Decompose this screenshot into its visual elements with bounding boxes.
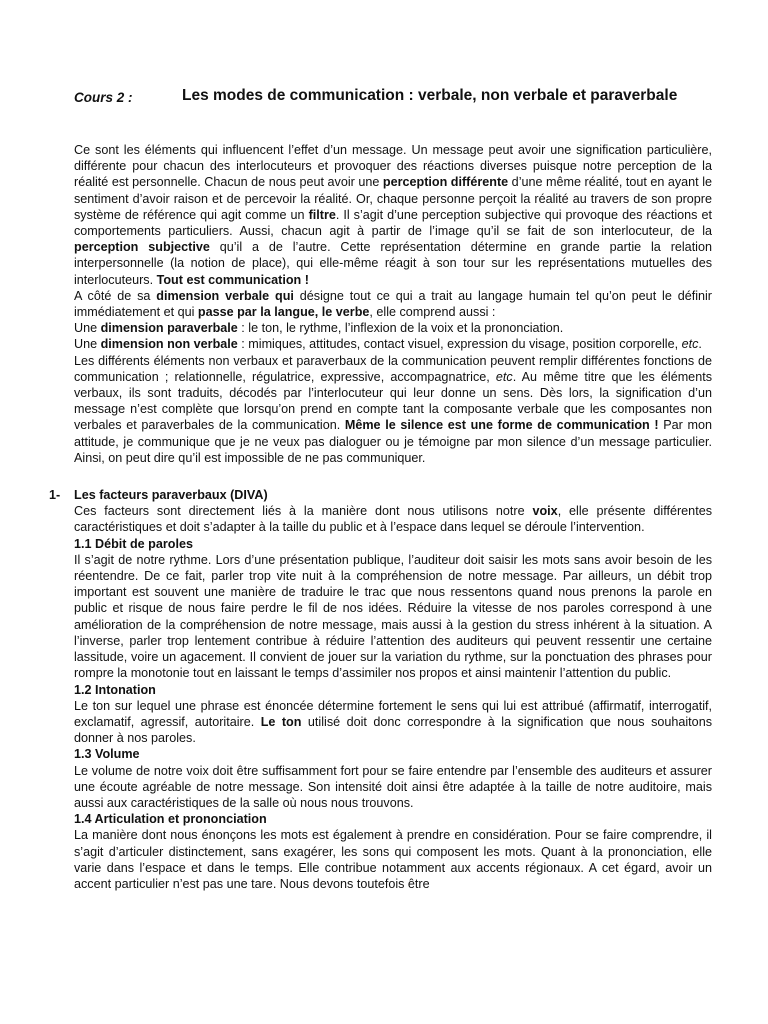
text-run: d’une même réalité, tout en ayant le sentiment d’avoir raison et de percevoir la réalité. Or, chaque personne perçoit la réalité au travers de son propre système de référence qui agit comme un [74,175,712,222]
bold-run: voix [532,504,558,519]
text-run: Par mon attitude, je communique que je ne veux pas dialoguer ou je témoigne par mon silence d’un message particulier. Ainsi, on peut dire qu’il est impossible de ne pas communiquer. [74,418,712,465]
subsection-text-volume: Le volume de notre voix doit être suffisamment fort pour se faire entendre par l’ensemble des auditeurs et assurer une écoute agréable de notre message. Son intensité doit ainsi être adaptée à la taille de notre auditoire, mais aussi aux caractéristiques de la salle où nous nous trouvons. [74,763,712,810]
text-run: : le ton, le rythme, l’inflexion de la voix et la prononciation. [237,321,564,336]
subsection-text-articulation: La manière dont nous énonçons les mots est également à prendre en considération. Pour se faire comprendre, il s’agit d’articuler distinctement, sans exagérer, les sons qui composent les mots. Quant à la prononciation, elle varie dans l’espace et dans le temps. Elle contribue notamment aux accents régionaux. A cet égard, avoir un accent particulier n’est pas une tare. Nous devons toutefois être [74,828,712,891]
text-run: Les différents éléments non verbaux et paraverbaux de la communication peuvent remplir différentes fonctions de communication ; relationnelle, régulatrice, expressive, accompagnatrice, [74,353,712,384]
functions-paragraph [74,353,712,466]
bold-run: dimension verbale qui [156,288,294,303]
text-run: : mimiques, attitudes, contact visuel, expression du visage, position corporelle, [237,337,682,352]
course-number: Cours 2 : [74,90,133,105]
text-run: . [698,337,702,352]
bold-run: passe par la langue, le verbe [197,305,370,320]
paraverbal-dimension-line [74,320,712,336]
subsection-heading-volume: 1.3 Volume [74,747,140,762]
text-run: Le ton sur lequel une phrase est énoncée détermine fortement le sens qui lui est attribué (affirmatif, interrogatif, exclamatif, agressif, autoritaire. [74,698,712,729]
bold-run: perception subjective [74,240,210,255]
bold-run: perception différente [382,175,509,190]
section-paraverbal-factors [49,487,712,892]
text-run: . Il s’agit d’une perception subjective qui provoque des réactions et comportements particuliers. Aussi, chacun agit à partir de l’image qu’il se fait de son interlocuteur, de la [74,207,712,239]
text-run: utilisé doit donc correspondre à la signification que nous souhaitons donner à nos paroles. [74,714,712,746]
text-run: Une [74,337,101,352]
text-run: . Au même titre que les éléments verbaux, ils sont traduits, décodés par l’interlocuteur qui leur donne un sens. Dès lors, la signification d’un message n’est complète que lorsqu’on prend en compte tant la composante verbale que les composantes non verbales et paraverbales de la communication. [74,369,712,433]
bold-run: dimension non verbale [100,337,238,352]
section-number: 1- [49,488,61,503]
subsection-text-intonation [74,698,712,747]
bold-run: filtre [308,207,336,222]
bold-run: Tout est communication ! [156,272,309,287]
text-run: Ce sont les éléments qui influencent l’effet d’un message. Un message peut avoir une signification particulière, différente pour chacun des interlocuteurs et provoquer des réactions diverses puisque notre perception de la réalité est personnelle. Chacun de nous peut avoir une [74,143,712,190]
text-run: qu’il a de l’autre. Cette représentation détermine en grande partie la relation interpersonnelle (la notion de place), qui elle-même réagit à son tour sur les représentations mutuelles des interlocuteurs. [74,240,712,287]
subsection-heading-debit: 1.1 Débit de paroles [74,536,193,551]
text-run: , elle comprend aussi : [369,305,496,320]
text-run: A côté de sa [74,288,157,303]
text-run: désigne tout ce qui a trait au langage humain tel qu’on peut le définir immédiatement et qui [74,288,712,320]
document-body [49,142,712,892]
text-run: Ces facteurs sont directement liés à la manière dont nous utilisons notre [74,504,533,519]
course-title: Les modes de communication : verbale, non verbale et paraverbale [182,87,678,104]
course-header [74,88,724,108]
nonverbal-dimension-line [74,336,712,352]
bold-run: Le ton [260,714,302,729]
text-run: Une [74,321,101,336]
bold-run: dimension paraverbale [100,321,238,336]
subsection-heading-articulation: 1.4 Articulation et prononciation [74,812,267,827]
italic-run: etc [681,337,699,352]
section-heading: Les facteurs paraverbaux (DIVA) [74,488,268,503]
subsection-heading-intonation: 1.2 Intonation [74,682,156,697]
section-intro [74,503,712,535]
subsection-text-debit: Il s’agit de notre rythme. Lors d’une présentation publique, l’auditeur doit saisir les mots sans avoir besoin de les réentendre. De ce fait, parler trop vite nuit à la compréhension de notre message. Par ailleurs, un débit trop important est souvent une manière de traduire le trac que nous ressentons quand nous prenons la parole en public et risque de nous faire perdre le fil de nos idées. Réduire la vitesse de nos paroles correspond à une amélioration de la compréhension de notre message, mais aussi à la gestion du stress inhérent à la situation. A l’inverse, parler trop lentement contribue à réduire l’attention des auditeurs qui peuvent ressentir une certaine lassitude, voire un agacement. Il convient de jouer sur la variation du rythme, sur la ponctuation des phrases pour rompre la monotonie tout en laissant le temps d’assimiler nos propos et ainsi maintenir l’attention du public. [74,552,712,681]
text-run: , elle présente différentes caractéristiques et doit s’adapter à la taille du public et à l’espace dans lequel se déroule l’intervention. [74,504,712,535]
bold-run: Même le silence est une forme de communication ! [344,418,659,433]
verbal-dimension-paragraph [74,288,712,320]
italic-run: etc [495,369,513,384]
intro-paragraph [74,142,712,288]
